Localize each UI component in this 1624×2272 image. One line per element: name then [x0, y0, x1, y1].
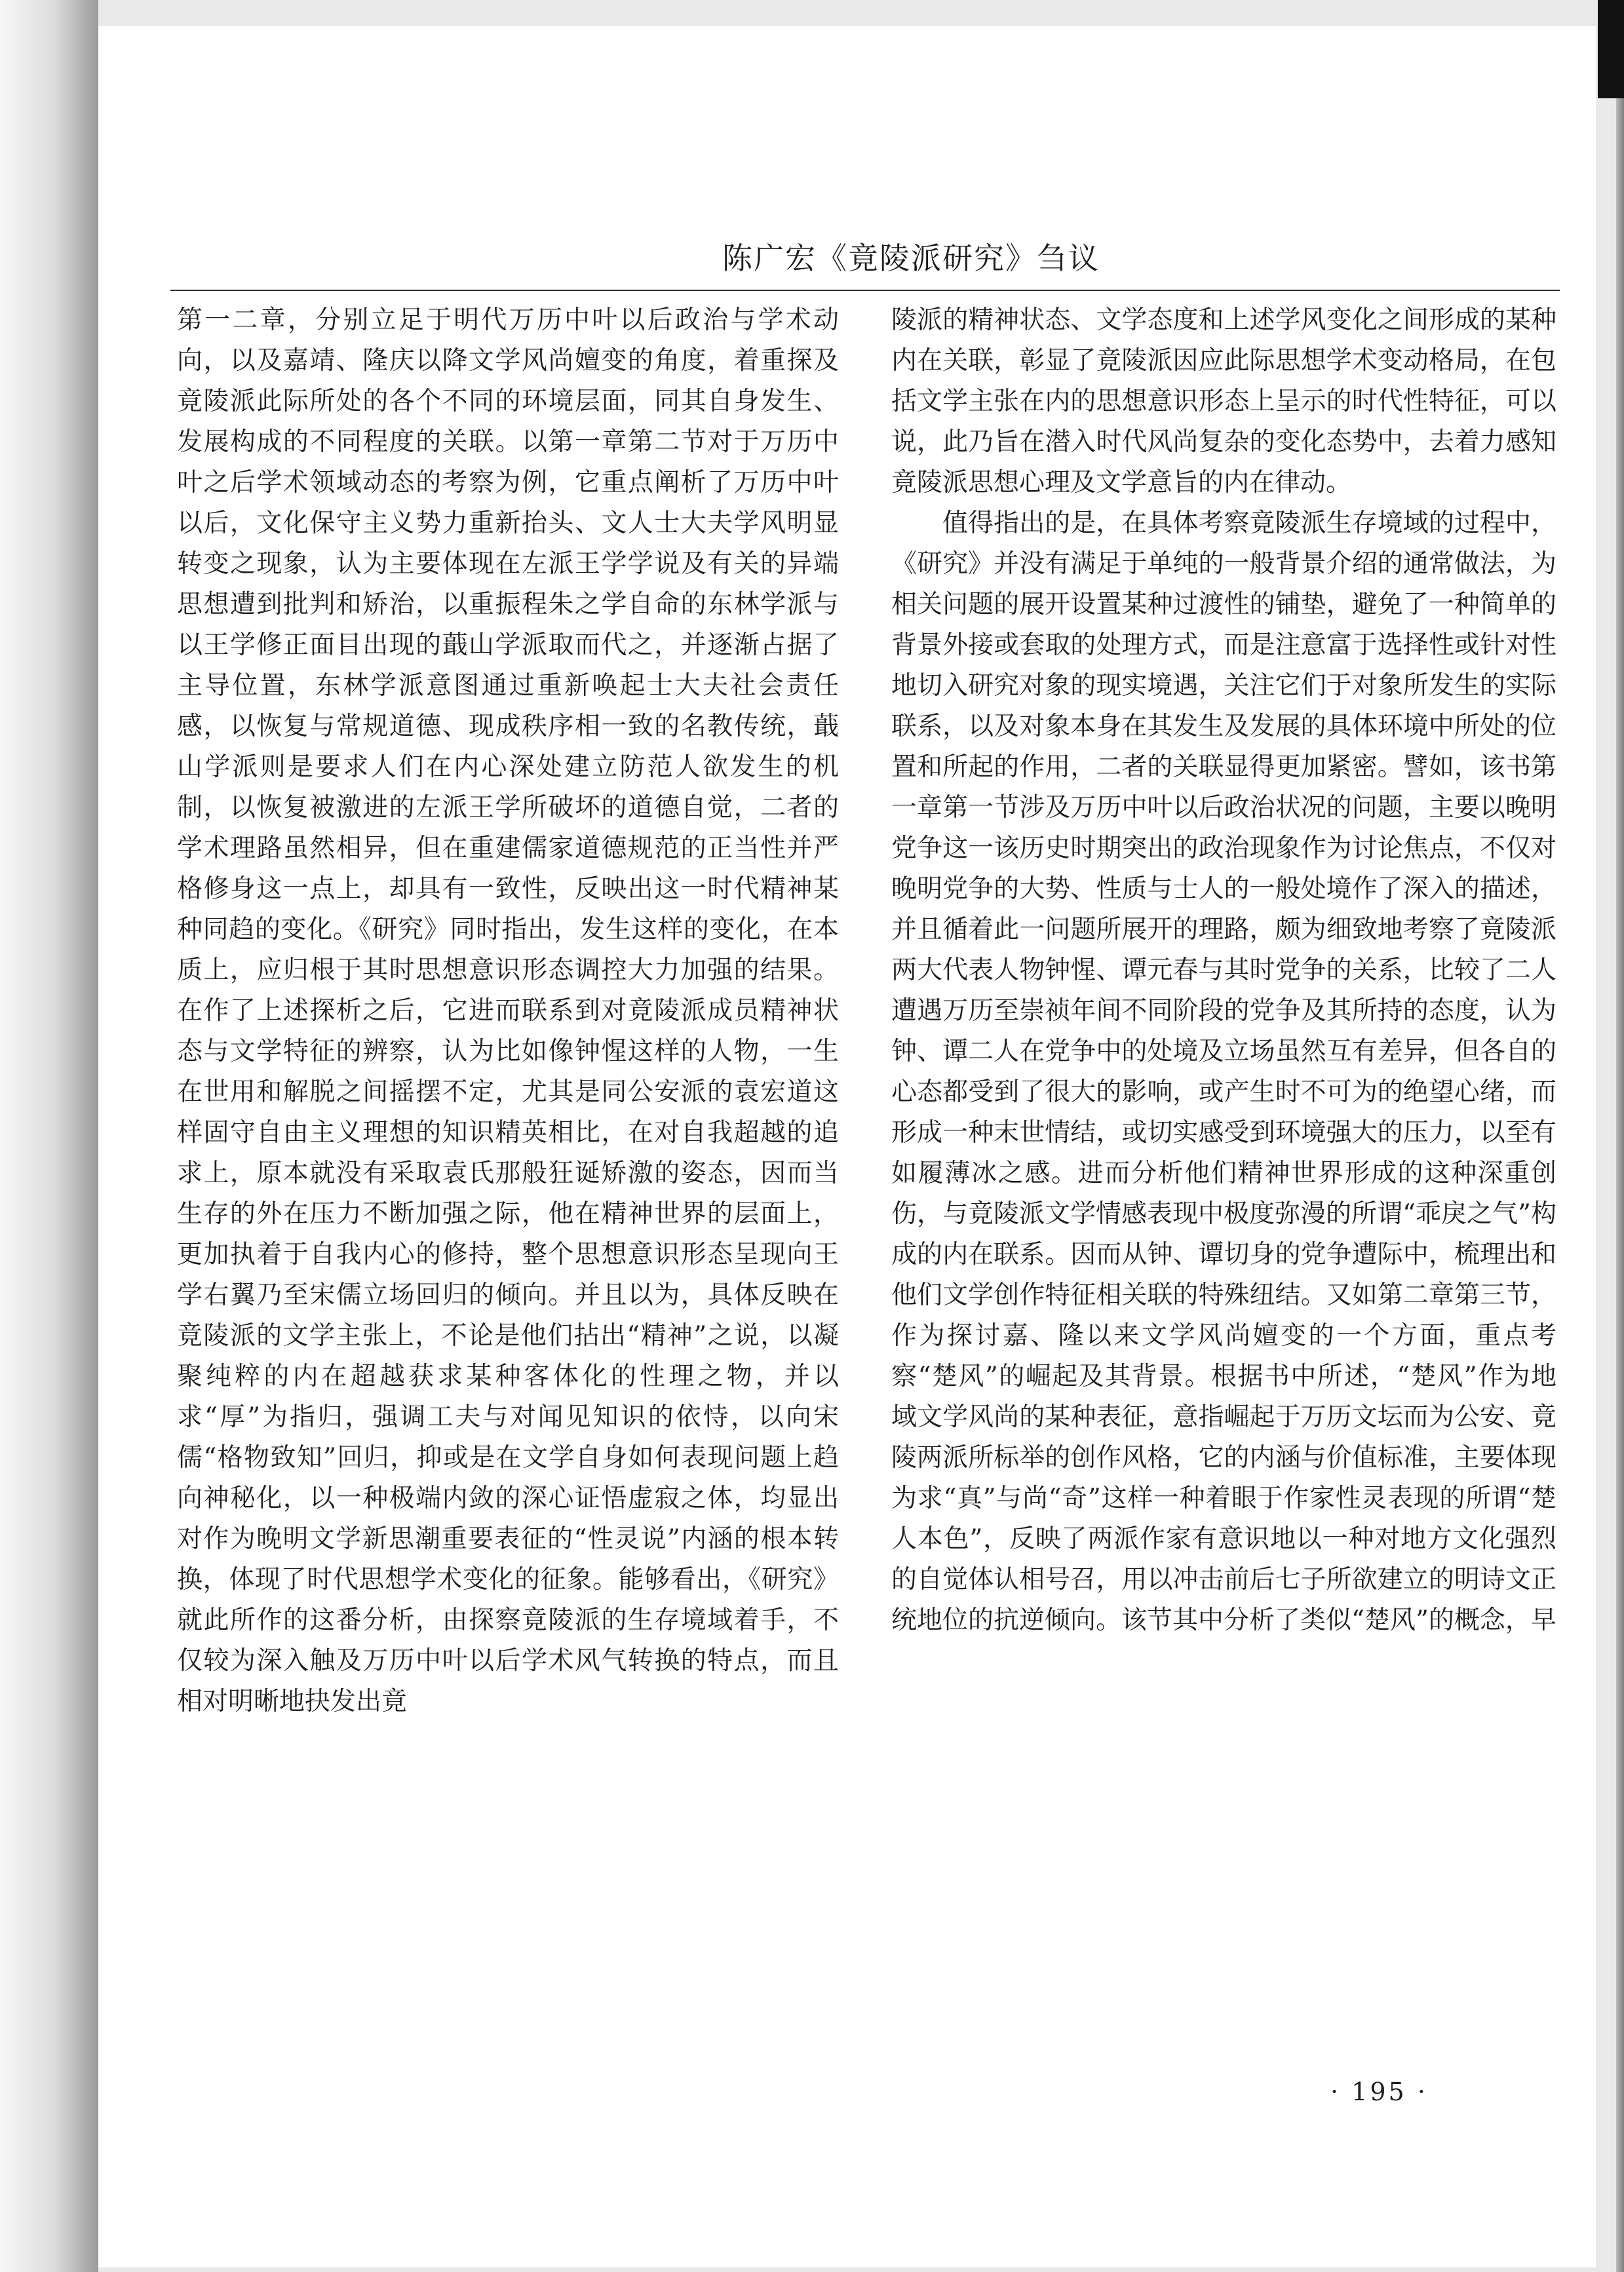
- left-column: [177, 300, 839, 2083]
- header-rule: [170, 290, 1560, 291]
- page-number: · 195 ·: [1330, 2077, 1428, 2106]
- book-page: [98, 26, 1596, 2267]
- paragraph: 陵派的精神状态、文学态度和上述学风变化之间形成的某种内在关联，彰显了竟陵派因应此际思想学术变动格局，在包括文学主张在内的思想意识形态上呈示的时代性特征，可以说，此乃旨在潜入时代风尚复杂的变化态势中，去着力感知竟陵派思想心理及文学意旨的内在律动。: [891, 305, 1556, 497]
- scan-shadow-top-right: [1598, 0, 1624, 98]
- running-head: 陈广宏《竟陵派研究》刍议: [722, 241, 1100, 276]
- scan-shadow-right: [1616, 98, 1624, 2272]
- paragraph: 第一二章，分别立足于明代万历中叶以后政治与学术动向，以及嘉靖、隆庆以降文学风尚嬗变的角度，着重探及竟陵派此际所处的各个不同的环境层面，同其自身发生、发展构成的不同程度的关联。以第一章第二节对于万历中叶之后学术领域动态的考察为例，它重点阐析了万历中叶以后，文化保守主义势力重新抬头、文人士大夫学风明显转变之现象，认为主要体现在左派王学学说及有关的异端思想遭到批判和矫治，以重振程朱之学自命的东林学派与以王学修正面目出现的蕺山学派取而代之，并逐渐占据了主导位置，东林学派意图通过重新唤起士大夫社会责任感，以恢复与常规道德、现成秩序相一致的名教传统，蕺山学派则是要求人们在内心深处建立防范人欲发生的机制，以恢复被激进的左派王学所破坏的道德自觉，二者的学术理路虽然相异，但在重建儒家道德规范的正当性并严格修身这一点上，却具有一致性，反映出这一时代精神某种同趋的变化。《研究》同时指出，发生这样的变化，在本质上，应归根于其时思想意识形态调控大力加强的结果。在作了上述探析之后，它进而联系到对竟陵派成员精神状态与文学特征的辨察，认为比如像钟惺这样的人物，一生在世用和解脱之间摇摆不定，尤其是同公安派的袁宏道这样固守自由主义理想的知识精英相比，在对自我超越的追求上，原本就没有采取袁氏那般狂诞矫激的姿态，因而当生存的外在压力不断加强之际，他在精神世界的层面上，更加执着于自我内心的修持，整个思想意识形态呈现向王学右翼乃至宋儒立场回归的倾向。并且以为，具体反映在竟陵派的文学主张上，不论是他们拈出“精神”之说，以凝聚纯粹的内在超越获求某种客体化的性理之物，并以求“厚”为指归，强调工夫与对闻见知识的依恃，以向宋儒“格物致知”回归，抑或是在文学自身如何表现问题上趋向神秘化，以一种极端内敛的深心证悟虚寂之体，均显出对作为晚明文学新思潮重要表征的“性灵说”内涵的根本转换，体现了时代思想学术变化的征象。能够看出，《研究》就此所作的这番分析，由探察竟陵派的生存境域着手，不仅较为深入触及万历中叶以后学术风气转换的特点，而且相对明晰地抉发出竟: [177, 305, 839, 1716]
- scan-shadow-left: [0, 0, 98, 2272]
- paragraph: 值得指出的是，在具体考察竟陵派生存境域的过程中，《研究》并没有满足于单纯的一般背景介绍的通常做法，为相关问题的展开设置某种过渡性的铺垫，避免了一种简单的背景外接或套取的处理方式，而是注意富于选择性或针对性地切入研究对象的现实境遇，关注它们于对象所发生的实际联系，以及对象本身在其发生及发展的具体环境中所处的位置和所起的作用，二者的关联显得更加紧密。譬如，该书第一章第一节涉及万历中叶以后政治状况的问题，主要以晚明党争这一该历史时期突出的政治现象作为讨论焦点，不仅对晚明党争的大势、性质与士人的一般处境作了深入的描述，并且循着此一问题所展开的理路，颇为细致地考察了竟陵派两大代表人物钟惺、谭元春与其时党争的关系，比较了二人遭遇万历至崇祯年间不同阶段的党争及其所持的态度，认为钟、谭二人在党争中的处境及立场虽然互有差异，但各自的心态都受到了很大的影响，或产生时不可为的绝望心绪，而形成一种末世情结，或切实感受到环境强大的压力，以至有如履薄冰之感。进而分析他们精神世界形成的这种深重创伤，与竟陵派文学情感表现中极度弥漫的所谓“乖戾之气”构成的内在联系。因而从钟、谭切身的党争遭际中，梳理出和他们文学创作特征相关联的特殊纽结。又如第二章第三节，作为探讨嘉、隆以来文学风尚嬗变的一个方面，重点考察“楚风”的崛起及其背景。根据书中所述，“楚风”作为地域文学风尚的某种表征，意指崛起于万历文坛而为公安、竟陵两派所标举的创作风格，它的内涵与价值标准，主要体现为求“真”与尚“奇”这样一种着眼于作家性灵表现的所谓“楚人本色”，反映了两派作家有意识地以一种对地方文化强烈的自觉体认相号召，用以冲击前后七子所欲建立的明诗文正统地位的抗逆倾向。该节其中分析了类似“楚风”的概念，早: [891, 509, 1556, 1635]
- right-column: [891, 300, 1556, 2083]
